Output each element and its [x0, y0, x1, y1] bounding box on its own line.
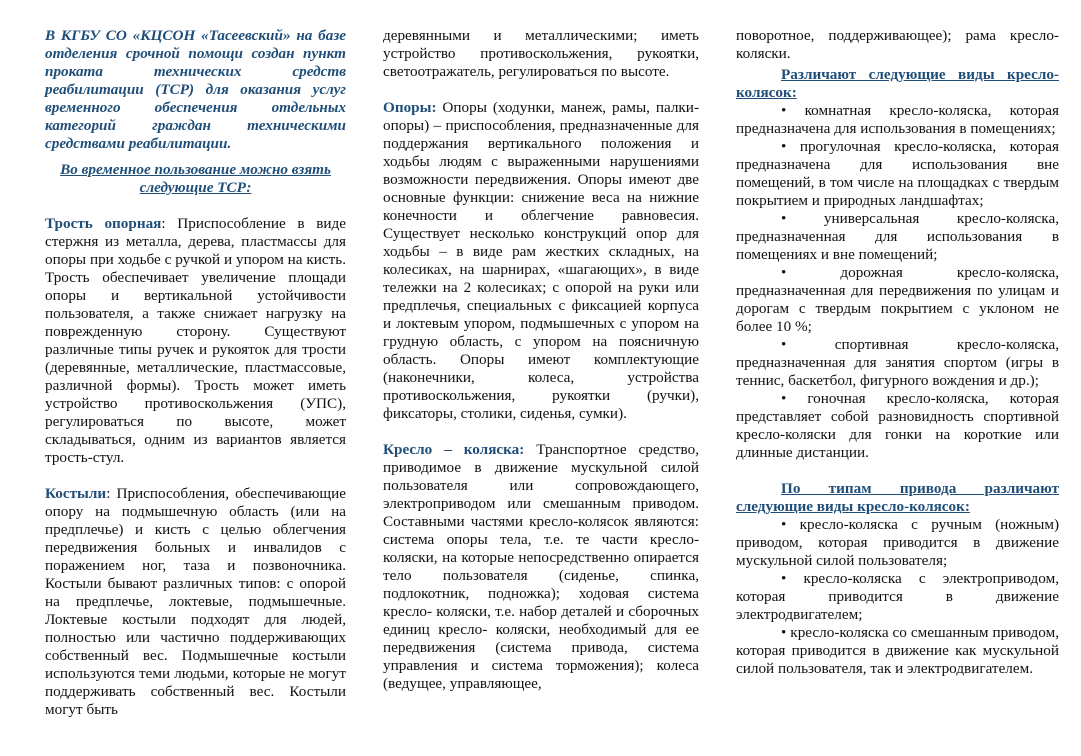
cane-term: Трость опорная	[45, 215, 162, 232]
wheelchair-type-item: • спортивная кресло-коляска, предназначенная для занятия спортом (игры в теннис, баскетбол, фигурного вождения и др.);	[736, 336, 1059, 389]
wheelchair-types-heading: Различают следующие виды кресло-колясок:	[736, 66, 1059, 101]
wheelchair-type-item: • прогулочная кресло-коляска, которая предназначена для использования вне помещений, в том числе на площадках с твердым покрытием и природных ландшафтах;	[736, 138, 1059, 209]
supports-text: Опоры (ходунки, манеж, рамы, палки-опоры) – приспособления, предназначенные для поддержания вертикального положения и ходьбы людям с выраженными нарушениями возможности передвижения. Опоры имеют две основные функции: снижение веса на нижние конечности и облегчение равновесия. Существует несколько конструкций опор для ходьбы – в виде рам жестких складных, на колесиках, на шарнирах, «шагающих», в виде тележки на 2 колесиках; с опорой на руки или предплечья, специальных с фиксацией корпуса и локтевым упором, подмышечных с упором на грудную область, с упором на поясничную область. Опоры имеют комплектующие (наконечники, колеса, устройства противоскольжения, рукоятки (ручки), фиксаторы, столики, сиденья, сумки).	[383, 99, 699, 422]
cane-text: : Приспособление в виде стержня из металла, дерева, пластмассы для опоры при ходьбе с ручкой и упором на кисть. Трость обеспечивает увеличение площади опоры и вертикальной устойчивости пользователя, а также снижает нагрузку на поврежденную сторону. Существуют различные типы ручек и рукояток для трости (деревянные, металлические, пластмассовые, различной формы). Трость может иметь устройство противоскольжения (УПС), регулироваться по высоте, может складываться, одним из вариантов является трость-стул.	[45, 215, 346, 466]
wheelchair-term: Кресло – коляска:	[383, 441, 525, 458]
drive-type-item: • кресло-коляска с электроприводом, которая приводится в движение электродвигателем;	[736, 570, 1059, 623]
crutches-text: : Приспособления, обеспечивающие опору на подмышечную область (или на предплечье) и кисть с целью облегчения передвижения больных и инвалидов с поражением ног, таза и позвоночника. Костыли бывают различных типов: с опорой на предплечье, локтевые, подмышечные. Локтевые костыли подходят для людей, полностью или частично поддерживающих собственный вес. Подмышечные костыли используются теми людьми, которые не могут поддерживать собственный вес. Костыли могут быть	[45, 485, 346, 718]
wheelchair-type-item: • гоночная кресло-коляска, которая представляет собой разновидность спортивной кресло-коляски для гонки на короткие или длинные дистанции.	[736, 390, 1059, 461]
column-right	[736, 27, 1059, 678]
tsr-list-subheading: Во временное пользование можно взять следующие ТСР:	[60, 161, 331, 196]
drive-type-item: • кресло-коляска со смешанным приводом, которая приводится в движение как мускульной силой пользователя, так и электродвигателем.	[736, 624, 1059, 677]
drive-type-item: • кресло-коляска с ручным (ножным) приводом, которая приводится в движение мускульной силой пользователя;	[736, 516, 1059, 569]
column-left	[45, 27, 346, 719]
crutches-continued: деревянными и металлическими; иметь устройство противоскольжения, рукоятки, светоотражатель, регулироваться по высоте.	[383, 27, 699, 80]
spacer	[736, 462, 1059, 480]
spacer	[383, 423, 699, 441]
spacer	[45, 467, 346, 485]
crutches-paragraph	[45, 485, 346, 719]
wheelchair-type-item: • универсальная кресло-коляска, предназначенная для использования в помещениях и вне помещений;	[736, 210, 1059, 263]
intro-paragraph: В КГБУ СО «КЦСОН «Тасеевский» на базе отделения срочной помощи создан пункт проката технических средств реабилитации (ТСР) для оказания услуг временного обеспечения отдельных категорий граждан техническими средствами реабилитации.	[45, 27, 346, 152]
wheelchair-type-item: • дорожная кресло-коляска, предназначенная для передвижения по улицам и дорогам с твердым покрытием с уклоном не более 10 %;	[736, 264, 1059, 335]
wheelchair-continued: поворотное, поддерживающее); рама кресло-коляски.	[736, 27, 1059, 62]
wheelchair-paragraph	[383, 441, 699, 693]
supports-paragraph	[383, 99, 699, 423]
supports-term: Опоры:	[383, 99, 437, 116]
spacer	[383, 81, 699, 99]
spacer	[45, 197, 346, 215]
drive-types-heading: По типам привода различают следующие виды кресло-колясок:	[736, 480, 1059, 515]
crutches-term: Костыли	[45, 485, 107, 502]
wheelchair-text: Транспортное средство, приводимое в движение мускульной силой пользователя или сопровождающего, электроприводом или смешанным приводом. Составными частями кресло-колясок являются: система опоры тела, т.е. те части кресло-коляски, на которые непосредственно опирается тело пользователя (сиденье, спинка, подлокотник, подножка); ходовая система кресло- коляски, т.е. набор деталей и сборочных единиц кресло- коляски, необходимый для ее передвижения (система привода, система управления и система торможения); колеса (ведущее, управляющее,	[383, 441, 699, 692]
wheelchair-type-item: • комнатная кресло-коляска, которая предназначена для использования в помещениях;	[736, 102, 1059, 137]
cane-paragraph	[45, 215, 346, 467]
column-middle	[383, 27, 699, 693]
